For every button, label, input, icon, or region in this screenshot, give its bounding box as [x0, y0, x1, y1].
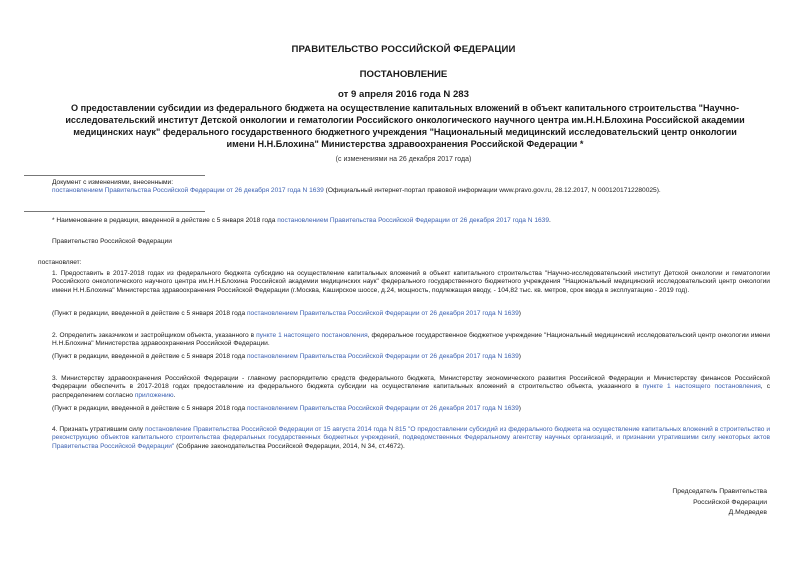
divider — [24, 175, 205, 176]
footnote-end: . — [549, 217, 551, 224]
note-text: (Пункт в редакции, введенной в действие с 5 января 2018 года — [52, 353, 247, 360]
note-link[interactable]: постановлением Правительства Российской Федерации от 26 декабря 2017 года N 1639 — [246, 353, 519, 360]
repealed-decree-link[interactable]: постановление Правительства Российской Федерации от 15 августа 2014 года N 815 "О предоставлении субсидий из федерального бюджета на осуществление капитальных вложений в строительство и реконструкцию объектов капитального строительства федеральных государственных бюджетных учреждений, подведомственных Федеральному агентству научных организаций, и признании утратившими силу некоторых актов Правительства Российской Федерации" — [52, 426, 771, 450]
note-link[interactable]: постановлением Правительства Российской Федерации от 26 декабря 2017 года N 1639 — [246, 310, 519, 317]
paragraph-3 — [52, 375, 770, 400]
note-text: (Пункт в редакции, введенной в действие с 5 января 2018 года — [52, 405, 247, 412]
clause-1-link[interactable]: пункте 1 настоящего постановления — [256, 332, 368, 339]
government-heading: ПРАВИТЕЛЬСТВО РОССИЙСКОЙ ФЕДЕРАЦИИ — [291, 44, 516, 55]
paragraph-2-text: 2. Определить заказчиком и застройщиком объекта, указанного в — [52, 332, 257, 339]
paragraph-2-note — [52, 353, 521, 361]
footnote-link[interactable]: постановлением Правительства Российской Федерации от 26 декабря 2017 года N 1639 — [277, 217, 550, 224]
footnote — [52, 217, 772, 225]
document-title: О предоставлении субсидии из федерального бюджета на осуществление капитальных вложений в объект капитального строительства "Научно-исследовательский институт Детской онкологии и гематологии Российского онкологического научного центра им.Н.Н.Блохина Российской академии медицинских наук" федерального государственного бюджетного учреждения "Национальный медицинский исследовательский центр онкологии имени Н.Н.Блохина" Министерства здравоохранения Российской Федерации * — [65, 103, 745, 149]
note-end: ) — [518, 310, 521, 317]
clause-1-link[interactable]: пункте 1 настоящего постановления — [642, 383, 761, 391]
changes-intro: Документ с изменениями, внесенными: — [52, 179, 174, 186]
changes-source: (Официальный интернет-портал правовой информации www.pravo.gov.ru, 28.12.2017, N 0001201712280025). — [323, 187, 661, 195]
changes-line — [52, 187, 772, 195]
paragraph-2-text-end: , федеральное государственное бюджетное учреждение "Национальный медицинский исследовательский центр онкологии имени Н.Н.Блохина" Министерства здравоохранения Российской Федерации. — [52, 332, 770, 348]
paragraph-3-text-end: . — [173, 391, 176, 399]
date-number-heading: от 9 апреля 2016 года N 283 — [338, 89, 469, 100]
appendix-link[interactable]: приложению — [134, 391, 174, 399]
footnote-text: * Наименование в редакции, введенной в действие с 5 января 2018 года — [52, 217, 278, 224]
paragraph-4 — [52, 426, 770, 451]
signature-position: Председатель Правительства — [672, 488, 767, 495]
paragraph-3-text: 3. Министерству здравоохранения Российской Федерации - главному распорядителю средств федерального бюджета, Министерству экономического развития Российской Федерации и Министерству финансов Российской Федерации обеспечить в 2017-2018 годах предоставление из федерального бюджета субсидии на осуществление капитальных вложений в строительство объекта, указанного в — [52, 375, 770, 391]
paragraph-4-text: 4. Признать утратившим силу — [52, 426, 145, 433]
signature-block — [672, 487, 767, 519]
note-end: ) — [518, 405, 521, 412]
paragraph-2 — [52, 332, 770, 349]
changes-block — [52, 179, 772, 196]
document-type-heading: ПОСТАНОВЛЕНИЕ — [359, 69, 448, 80]
resolves: постановляет: — [38, 259, 82, 266]
paragraph-3-text-mid: , с распределением согласно — [52, 383, 770, 399]
note-text: (Пункт в редакции, введенной в действие с 5 января 2018 года — [52, 310, 247, 317]
paragraph-3-note — [52, 405, 521, 413]
paragraph-1: 1. Предоставить в 2017-2018 годах из федерального бюджета субсидию на осуществление капитальных вложений в объект капитального строительства "Научно-исследовательский институт Детской онкологии и гематологии Российского онкологического научного центра им.Н.Н.Блохина Российской академии медицинских наук" федерального государственного бюджетного учреждения "Национальный медицинский исследовательский центр онкологии имени Н.Н.Блохина" Министерства здравоохранения Российской Федерации (г.Москва, Каширское шоссе, д.24, мощность, подлежащая вводу, - 104,82 тыс. кв. метров, срок ввода в эксплуатацию - 2019 год). — [52, 270, 770, 294]
divider — [24, 211, 205, 212]
signature-name: Д.Медведев — [728, 509, 767, 516]
signature-organization: Российской Федерации — [693, 498, 767, 506]
note-link[interactable]: постановлением Правительства Российской Федерации от 26 декабря 2017 года N 1639 — [246, 405, 519, 412]
paragraph-4-text-end: (Собрание законодательства Российской Федерации, 2014, N 34, ст.4672). — [174, 442, 405, 450]
note-end: ) — [518, 353, 521, 360]
paragraph-1-note — [52, 310, 521, 318]
changes-date-note: (с изменениями на 26 декабря 2017 года) — [335, 156, 472, 163]
issuer: Правительство Российской Федерации — [52, 238, 172, 245]
amendment-link[interactable]: постановлением Правительства Российской Федерации от 26 декабря 2017 года N 1639 — [52, 187, 324, 195]
